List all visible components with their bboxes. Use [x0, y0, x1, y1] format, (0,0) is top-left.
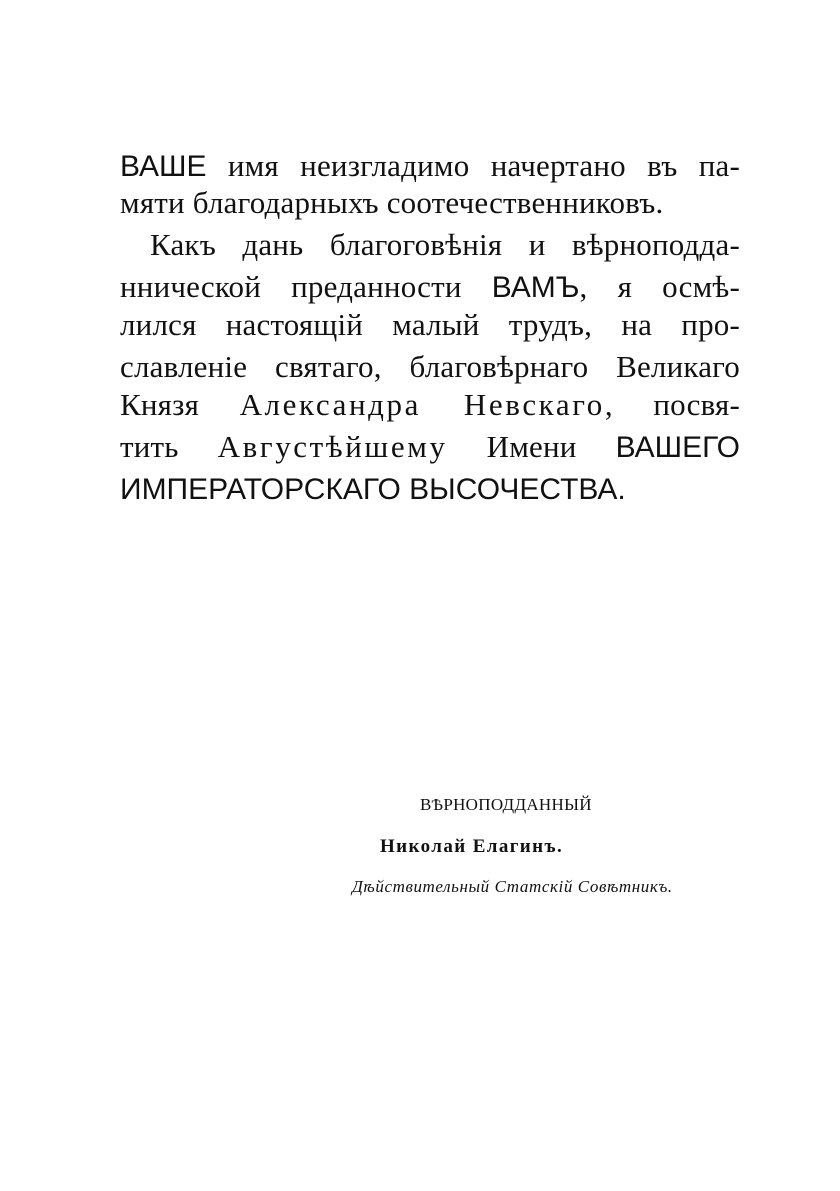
dedication-line-segment: ннической преданности [120, 269, 492, 304]
signature-title: ВѢРНОПОДДАННЫЙ [420, 795, 592, 814]
dedication-line [120, 269, 740, 306]
dedication-line [150, 227, 740, 263]
dedication-line-segment: Князя [120, 387, 240, 422]
signature-name: Николай Елагинъ. [380, 836, 564, 857]
dedication-line-segment: ВАШЕГО [615, 431, 741, 464]
dedication-line [120, 185, 663, 221]
dedication-line [120, 148, 740, 185]
dedication-line-segment: , посвя- [604, 387, 740, 422]
dedication-line-segment: имя неизгладимо начертано въ па- [206, 148, 740, 183]
dedication-line-segment: Августѣйшему [217, 429, 448, 464]
dedication-line-segment: мяти благодарныхъ соотечественниковъ. [120, 185, 664, 220]
signature-rank: Дѣйствительный Статскій Совѣтникъ. [352, 877, 673, 896]
dedication-line [120, 429, 740, 466]
dedication-line-segment: ВАШЕ [120, 150, 207, 183]
dedication-line [120, 387, 740, 423]
dedication-line-segment: Имени [447, 429, 616, 464]
dedication-line-segment: Какъ дань благоговѣнія и вѣрноподда- [150, 227, 740, 262]
dedication-line [120, 349, 740, 385]
dedication-line-segment: , я осмѣ- [579, 269, 740, 304]
dedication-line [120, 307, 740, 343]
dedication-line-segment: тить [120, 429, 218, 464]
dedication-line-segment: славленіе святаго, благовѣрнаго Великаго [120, 349, 740, 384]
dedication-line-segment: лился настоящій малый трудъ, на про- [120, 307, 740, 342]
dedication-line-segment: ИМПЕРАТОРСКАГО ВЫСОЧЕСТВА. [120, 473, 626, 506]
dedication-line-segment: ВАМЪ [491, 271, 580, 304]
dedication-line [120, 471, 626, 508]
dedication-line-segment: Александра Невскаго [239, 387, 605, 422]
